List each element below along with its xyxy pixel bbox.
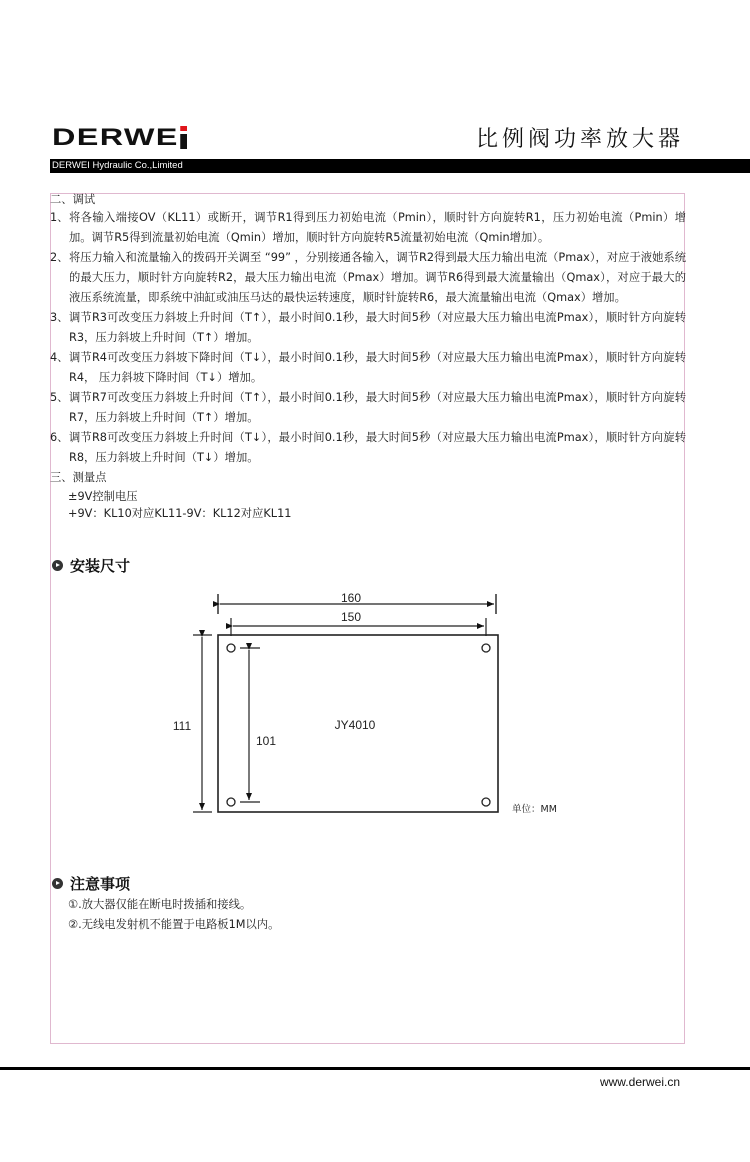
mount-hole — [227, 798, 235, 806]
debug-item: 3、 调节R3可改变压力斜坡上升时间（T↑），最小时间0.1秒，最大时间5秒（对应最大压力输出电流Pmax），顺时针方向旋转R3，压力斜坡上升时间（T↑）增加。 — [50, 311, 686, 344]
measure-line-2: +9V：KL10对应KL11-9V：KL12对应KL11 — [68, 507, 292, 520]
measure-heading: 三、测量点 — [50, 471, 107, 484]
debug-heading: 二、调试 — [50, 193, 96, 206]
install-heading: 安装尺寸 — [52, 555, 130, 576]
mount-hole — [482, 644, 490, 652]
company-name: DERWEI Hydraulic Co.,Limited — [52, 160, 183, 171]
debug-item: 4、 调节R4可改变压力斜坡下降时间（T↓），最小时间0.1秒，最大时间5秒（对应最大压力输出电流Pmax），顺时针方向旋转R4， 压力斜坡下降时间（T↓）增加。 — [50, 351, 686, 384]
note-item: ②.无线电发射机不能置于电路板1M以内。 — [68, 918, 280, 931]
website-link[interactable]: www.derwei.cn — [599, 1075, 680, 1089]
logo-text: DERWE — [52, 124, 179, 151]
unit-label: 单位：MM — [512, 804, 557, 815]
note-item: ①.放大器仅能在断电时拨插和接线。 — [68, 898, 252, 911]
footer-rule — [0, 1067, 750, 1070]
measure-line-1: ±9V控制电压 — [68, 490, 138, 503]
dim-101-label: 101 — [255, 734, 277, 748]
notes-heading: 注意事项 — [52, 873, 130, 894]
dim-160-label: 160 — [340, 591, 362, 605]
dim-111-label: 111 — [172, 719, 192, 733]
mount-hole — [482, 798, 490, 806]
mount-hole — [227, 644, 235, 652]
debug-item: 1、 将各输入端接OV（KL11）或断开，调节R1得到压力初始电流（Pmin），顺时针方向旋转R1，压力初始电流（Pmin）增加。调节R5得到流量初始电流（Qmin）增加，顺时针方向旋转R5流量初始电流（Qmin增加）。 — [50, 211, 686, 244]
model-label: JY4010 — [334, 718, 376, 732]
arrow-bullet-icon — [52, 878, 63, 889]
document-title: 比例阀功率放大器 — [475, 127, 684, 152]
debug-item: 5、 调节R7可改变压力斜坡上升时间（T↑），最小时间0.1秒，最大时间5秒（对应最大压力输出电流Pmax），顺时针方向旋转R7，压力斜坡上升时间（T↑）增加。 — [50, 391, 686, 424]
dim-150-label: 150 — [340, 610, 362, 624]
debug-item: 6、 调节R8可改变压力斜坡上升时间（T↓），最小时间0.1秒，最大时间5秒（对应最大压力输出电流Pmax），顺时针方向旋转R8，压力斜坡上升时间（T↓）增加。 — [50, 431, 686, 464]
notes-list — [68, 895, 279, 935]
debug-item: 2、 将压力输入和流量输入的拨码开关调至 “99” ，分别接通各输入，调节R2得到最大压力输出电流（Pmax），对应于液她系统 的最大压力，顺时针方向旋转R2，最大压力输出电流（Pmax）增加。调节R6得到最大流量输出（Qmax），对应于最大的 液压系统流量，即系统中油缸或油压马达的最快运转速度，顺时针旋转R6，最大流量输出电流（Qmax）增加。 — [50, 251, 701, 304]
